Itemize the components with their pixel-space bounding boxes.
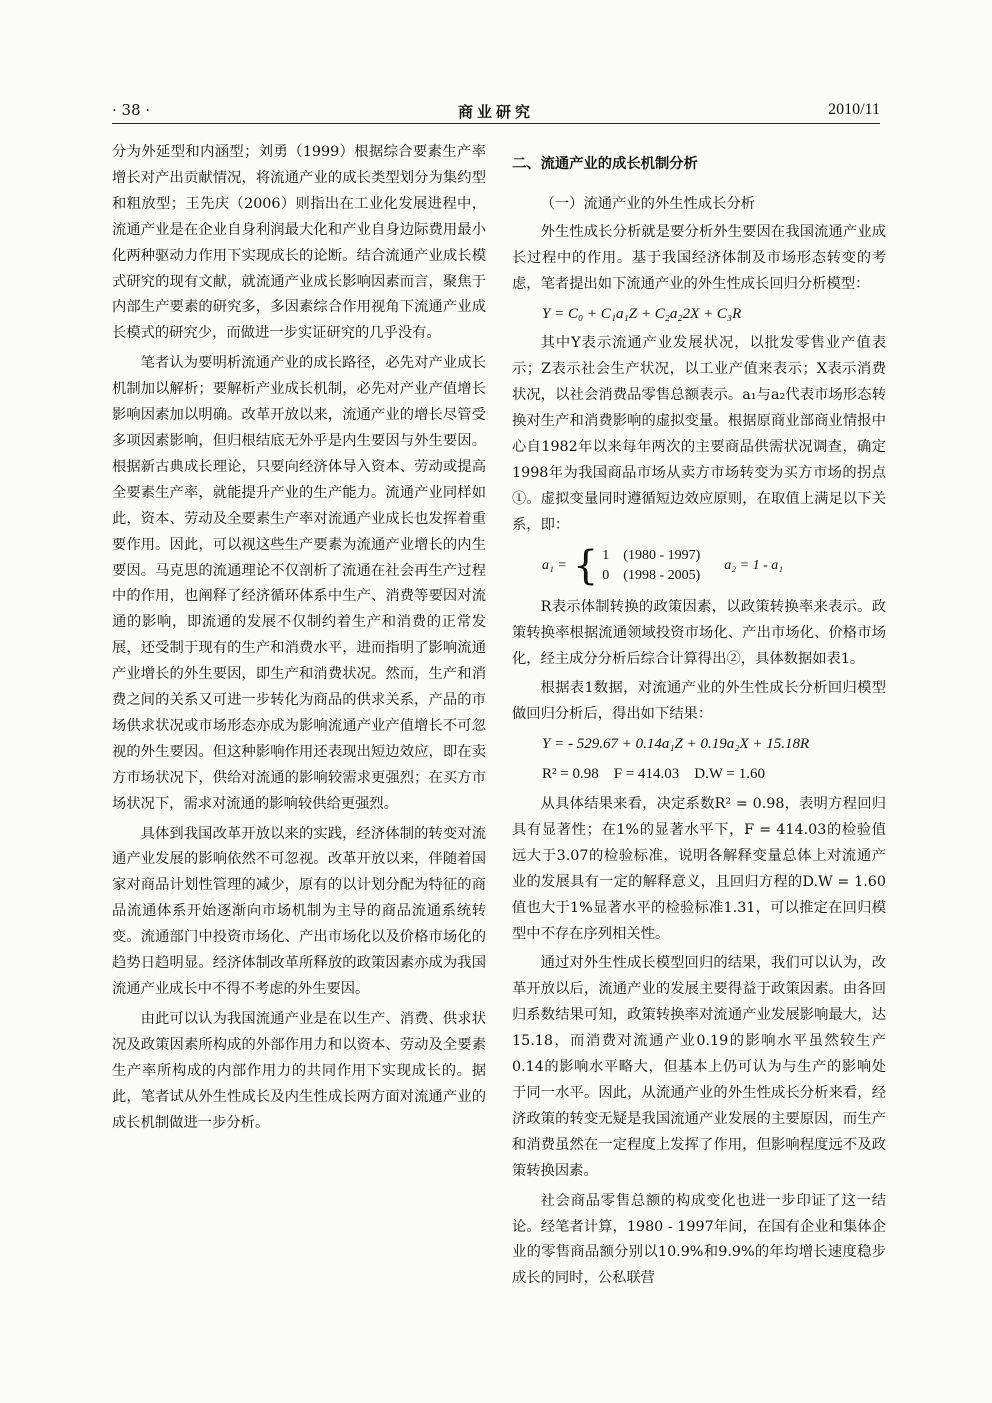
left-column	[112, 140, 486, 1140]
paragraph: 笔者认为要明析流通产业的成长路径，必先对产业成长机制加以解析；要解析产业成长机制，必先对产业产值增长影响因素加以明确。改革开放以来，流通产业的增长尽管受多项因素影响，但归根结底无外乎是内生要因与外生要因。根据新古典成长理论，只要向经济体导入资本、劳动或提高全要素生产率，就能提升产业的生产能力。流通产业同样如此，资本、劳动及全要素生产率对流通产业成长也发挥着重要作用。因此，可以视这些生产要素为流通产业增长的内生要因。马克思的流通理论不仅剖析了流通在社会再生产过程中的作用，也阐释了经济循环体系中生产、消费等要因对流通的影响，即流通的发展不仅制约着生产和消费的正常发展，还受制于现有的生产和消费水平，进而指明了影响流通产业增长的外生要因，即生产和消费状况。然而，生产和消费之间的关系又可进一步转化为商品的供求关系，产品的市场供求状况或市场形态亦成为影响流通产业产值增长不可忽视的外生要因。但这种影响作用还表现出短边效应，即在卖方市场状况下，供给对流通的影响较需求更强烈；在买方市场状况下，需求对流通的影响较供给更强烈。	[112, 355, 486, 812]
regression-statistics: R² = 0.98 F = 414.03 D.W = 1.60	[542, 766, 765, 783]
paragraph: 其中Y表示流通产业发展状况，以批发零售业产值表示；Z表示社会生产状况，以工业产值来表示；X表示消费状况，以社会消费品零售总额表示。a₁与a₂代表市场形态转换对生产和消费影响的虚拟变量。根据原商业部商业情报中心自1982年以来每年两次的主要商品供需状况调查，确定1998年为我国商品市场从卖方市场转变为买方市场的拐点①。虚拟变量同时遵循短边效应原则，在取值上满足以下关系，即：	[512, 335, 886, 533]
paragraph: 具体到我国改革开放以来的实践，经济体制的转变对流通产业发展的影响依然不可忽视。改革开放以来，伴随着国家对商品计划性管理的减少，原有的以计划分配为特征的商品流通体系开始逐渐向市场机制为主导的商品流通系统转变。流通部门中投资市场化、产出市场化以及价格市场化的趋势日趋明显。经济体制改革所释放的政策因素亦成为我国流通产业成长中不得不考虑的外生要因。	[112, 825, 486, 997]
regression-result-equation: Y = - 529.67 + 0.14a₁Z + 0.19a₂X + 15.18R	[542, 736, 810, 753]
section-heading: 二、流通产业的成长机制分析	[512, 156, 698, 172]
paragraph: 分为外延型和内涵型；刘勇（1999）根据综合要素生产率增长对产出贡献情况，将流通产业的成长类型划分为集约型和粗放型；王先庆（2006）则指出在工业化发展进程中，流通产业是在企业自身利润最大化和产业自身边际费用最小化两种驱动力作用下实现成长的论断。结合流通产业成长模式研究的现有文献，就流通产业成长影响因素而言，聚焦于内部生产要素的研究多，多因素综合作用视角下流通产业成长模式的研究少，而做进一步实证研究的几乎没有。	[112, 144, 486, 342]
page-number: · 38 ·	[112, 101, 151, 119]
piecewise-case-1: 1 (1980 - 1997)	[602, 547, 701, 563]
issue-number: 2010/11	[828, 101, 880, 118]
paragraph: R表示体制转换的政策因素，以政策转换率来表示。政策转换率根据流通领域投资市场化、产出市场化、价格市场化，经主成分分析后综合计算得出②，具体数据如表1。	[512, 598, 886, 667]
right-column	[512, 140, 886, 1296]
paragraph: 通过对外生性成长模型回归的结果，我们可以认为，改革开放以后，流通产业的发展主要得益于政策因素。由各回归系数结果可知，政策转换率对流通产业发展影响最大，达15.18，而消费对流通产业0.19的影响水平虽然较生产0.14的影响水平略大，但基本上仍可认为与生产的影响处于同一水平。因此，从流通产业的外生性成长分析来看，经济政策的转变无疑是我国流通产业发展的主要原因，而生产和消费虽然在一定程度上发挥了作用，但影响程度远不及政策转换因素。	[512, 955, 886, 1179]
paragraph: 根据表1数据，对流通产业的外生性成长分析回归模型做回归分析后，得出如下结果：	[512, 680, 886, 723]
paragraph: 由此可以认为我国流通产业是在以生产、消费、供求状况及政策因素所构成的外部作用力和以资本、劳动及全要素生产率所构成的内部作用力的共同作用下实现成长的。据此，笔者试从外生性成长及内生性成长两方面对流通产业的成长机制做进一步分析。	[112, 1010, 486, 1131]
a2-definition: a₂ = 1 - a₁	[724, 557, 784, 573]
left-brace-icon: {	[572, 542, 599, 589]
model-equation: Y = C₀ + C₁a₁Z + C₂a₂2X + C₃R	[542, 305, 742, 322]
piecewise-cases	[602, 546, 700, 586]
running-header	[112, 97, 880, 124]
piecewise-definition	[512, 543, 886, 589]
subsection-heading: （一）流通产业的外生性成长分析	[540, 195, 756, 212]
paragraph: 从具体结果来看，决定系数R² = 0.98，表明方程回归具有显著性；在1%的显著水平下，F = 414.03的检验值远大于3.07的检验标准，说明各解释变量总体上对流通产业的发展具有一定的解释意义，且回归方程的D.W = 1.60值也大于1%显著水平的检验标准1.31，可以推定在回归模型中不存在序列相关性。	[512, 796, 886, 942]
paragraph: 社会商品零售总额的构成变化也进一步印证了这一结论。经笔者计算，1980 - 1997年间，在国有企业和集体企业的零售商品额分别以10.9%和9.9%的年均增长速度稳步成长的同时，公私联营	[512, 1192, 886, 1287]
piecewise-lhs: a₁ =	[542, 557, 567, 573]
paragraph: 外生性成长分析就是要分析外生要因在我国流通产业成长过程中的作用。基于我国经济体制及市场形态转变的考虑，笔者提出如下流通产业的外生性成长回归分析模型：	[512, 223, 886, 292]
piecewise-case-2: 0 (1998 - 2005)	[602, 567, 701, 583]
journal-name: 商业研究	[457, 103, 534, 121]
